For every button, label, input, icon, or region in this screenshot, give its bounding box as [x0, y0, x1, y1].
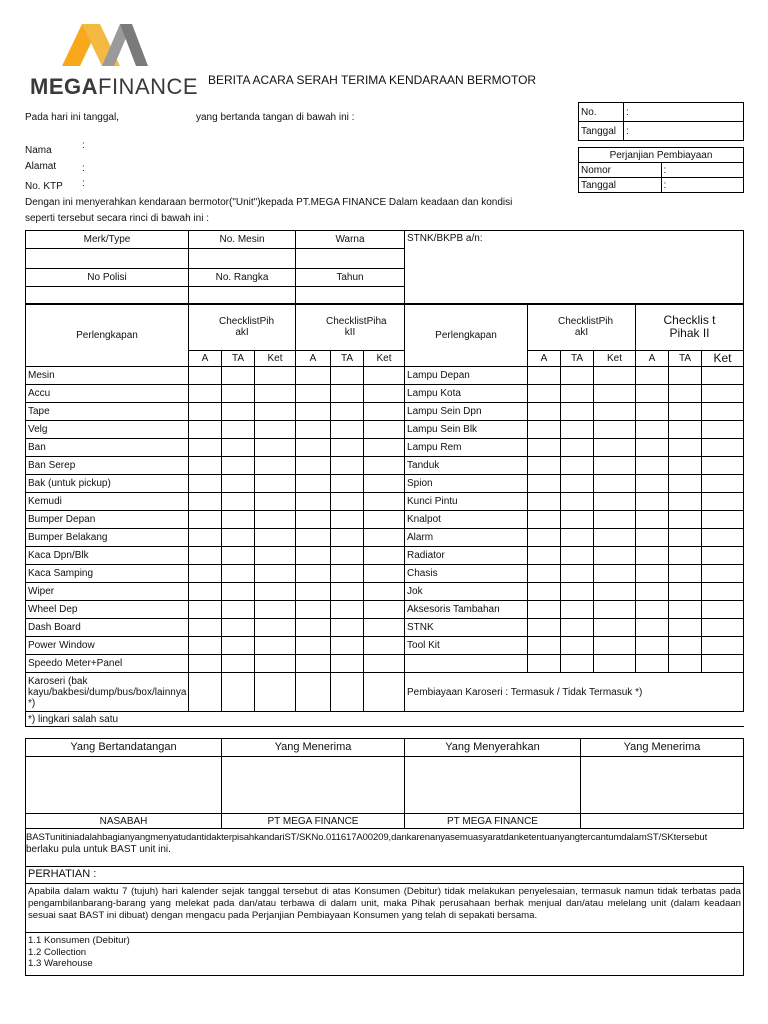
- item-right-label: Lampu Sein Dpn: [405, 403, 528, 421]
- item-right-label: Lampu Kota: [405, 385, 528, 403]
- check-cell[interactable]: [189, 547, 222, 565]
- check-cell[interactable]: [528, 565, 561, 583]
- item-right-label: Jok: [405, 583, 528, 601]
- dist-collection: 1.2 Collection: [28, 946, 87, 958]
- check-cell[interactable]: [702, 367, 744, 385]
- check-cell[interactable]: [296, 457, 331, 475]
- check-cell[interactable]: [189, 385, 222, 403]
- check-cell[interactable]: [364, 583, 405, 601]
- check-cell[interactable]: [561, 619, 594, 637]
- check-cell[interactable]: [669, 511, 702, 529]
- item-right-label: Spion: [405, 475, 528, 493]
- check-cell[interactable]: [669, 529, 702, 547]
- check-cell[interactable]: [528, 367, 561, 385]
- check-cell[interactable]: [331, 367, 364, 385]
- check-cell[interactable]: [189, 529, 222, 547]
- item-left-label: Accu: [26, 385, 189, 403]
- check-cell[interactable]: [594, 457, 636, 475]
- item-left-label: Wiper: [26, 583, 189, 601]
- ktp-colon: :: [82, 178, 85, 189]
- check-cell[interactable]: [331, 637, 364, 655]
- check-cell[interactable]: [528, 601, 561, 619]
- check-cell[interactable]: [636, 655, 669, 673]
- check-cell[interactable]: [189, 511, 222, 529]
- check-cell[interactable]: [669, 547, 702, 565]
- check-cell[interactable]: [255, 565, 296, 583]
- check-cell[interactable]: [636, 385, 669, 403]
- check-cell[interactable]: [528, 583, 561, 601]
- meta-box: No. : Tanggal :: [578, 102, 744, 141]
- check-cell[interactable]: [255, 385, 296, 403]
- check-cell[interactable]: [528, 457, 561, 475]
- check-cell[interactable]: [255, 637, 296, 655]
- check-cell[interactable]: [255, 475, 296, 493]
- check-cell[interactable]: [222, 637, 255, 655]
- check-cell[interactable]: [594, 655, 636, 673]
- dist-warehouse: 1.3 Warehouse: [28, 958, 93, 969]
- check-cell[interactable]: [364, 403, 405, 421]
- check-cell[interactable]: [669, 637, 702, 655]
- checklist-row: [26, 511, 744, 529]
- check-cell[interactable]: [255, 529, 296, 547]
- check-cell[interactable]: [702, 439, 744, 457]
- alamat-label: Alamat: [25, 161, 57, 172]
- check-cell[interactable]: [702, 655, 744, 673]
- check-cell[interactable]: [255, 403, 296, 421]
- item-right-label: Knalpot: [405, 511, 528, 529]
- item-left-label: Tape: [26, 403, 189, 421]
- check-cell[interactable]: [222, 601, 255, 619]
- check-cell[interactable]: [189, 421, 222, 439]
- check-cell[interactable]: [561, 493, 594, 511]
- check-cell[interactable]: [222, 529, 255, 547]
- check-cell[interactable]: [528, 547, 561, 565]
- check-cell[interactable]: [331, 385, 364, 403]
- perjanjian-box: Perjanjian Pembiayaan Nomor : Tanggal :: [578, 147, 744, 193]
- check-cell[interactable]: [636, 583, 669, 601]
- checklist-row: [26, 493, 744, 511]
- checklist-row: [26, 529, 744, 547]
- check-cell[interactable]: [296, 583, 331, 601]
- check-cell[interactable]: [331, 475, 364, 493]
- checklist-row: [26, 367, 744, 385]
- check-cell[interactable]: [222, 619, 255, 637]
- check-cell[interactable]: [561, 655, 594, 673]
- check-cell[interactable]: [222, 367, 255, 385]
- signature-table: Yang Bertandatangan Yang Menerima Yang Menyerahkan Yang Menerima NASABAH PT MEGA FINANCE PT MEGA FINANCE: [25, 738, 744, 829]
- check-cell[interactable]: [255, 619, 296, 637]
- check-cell[interactable]: [594, 565, 636, 583]
- checklist-row: [26, 439, 744, 457]
- check-cell[interactable]: [561, 421, 594, 439]
- check-cell[interactable]: [222, 439, 255, 457]
- check-cell[interactable]: [189, 619, 222, 637]
- item-left-label: Bumper Depan: [26, 511, 189, 529]
- check-cell[interactable]: [594, 475, 636, 493]
- item-right-label: Tool Kit: [405, 637, 528, 655]
- item-left-label: Dash Board: [26, 619, 189, 637]
- nama-colon: :: [82, 140, 85, 151]
- item-left-label: Bak (untuk pickup): [26, 475, 189, 493]
- item-left-label: Kemudi: [26, 493, 189, 511]
- item-right-label: Lampu Depan: [405, 367, 528, 385]
- checklist-row: [26, 457, 744, 475]
- check-cell[interactable]: [296, 655, 331, 673]
- check-cell[interactable]: [594, 439, 636, 457]
- checklist-row: [26, 475, 744, 493]
- checklist-row: [26, 421, 744, 439]
- checklist-row: [26, 547, 744, 565]
- check-cell[interactable]: [364, 367, 405, 385]
- item-right-label: STNK: [405, 619, 528, 637]
- check-cell[interactable]: [594, 421, 636, 439]
- statement-line-2: seperti tersebut secara rinci di bawah ini :: [25, 213, 209, 224]
- check-cell[interactable]: [331, 619, 364, 637]
- check-cell[interactable]: [669, 439, 702, 457]
- check-cell[interactable]: [255, 655, 296, 673]
- check-cell[interactable]: [296, 547, 331, 565]
- check-cell[interactable]: [222, 547, 255, 565]
- check-cell[interactable]: [331, 403, 364, 421]
- logo-text: MEGAFINANCE: [30, 74, 199, 99]
- check-cell[interactable]: [222, 385, 255, 403]
- check-cell[interactable]: [669, 583, 702, 601]
- check-cell[interactable]: [189, 583, 222, 601]
- check-cell[interactable]: [702, 529, 744, 547]
- check-cell[interactable]: [636, 367, 669, 385]
- statement-line-1: Dengan ini menyerahkan kendaraan bermotor("Unit")kepada PT.MEGA FINANCE Dalam keadaan dan kondisi: [25, 197, 513, 208]
- check-cell[interactable]: [255, 547, 296, 565]
- check-cell[interactable]: [669, 565, 702, 583]
- check-cell[interactable]: [528, 619, 561, 637]
- check-cell[interactable]: [636, 421, 669, 439]
- check-cell[interactable]: [331, 511, 364, 529]
- check-cell[interactable]: [669, 655, 702, 673]
- check-cell[interactable]: [636, 493, 669, 511]
- check-cell[interactable]: [702, 475, 744, 493]
- check-cell[interactable]: [296, 637, 331, 655]
- check-cell[interactable]: [594, 619, 636, 637]
- item-right-label: Kunci Pintu: [405, 493, 528, 511]
- check-cell[interactable]: [222, 457, 255, 475]
- check-cell[interactable]: [594, 367, 636, 385]
- bertanda-label: yang bertanda tangan di bawah ini :: [196, 112, 355, 123]
- checklist-row: [26, 619, 744, 637]
- check-cell[interactable]: [189, 439, 222, 457]
- check-cell[interactable]: [255, 367, 296, 385]
- check-cell[interactable]: [296, 511, 331, 529]
- item-left-label: Kaca Samping: [26, 565, 189, 583]
- item-left-label: Speedo Meter+Panel: [26, 655, 189, 673]
- check-cell[interactable]: [255, 601, 296, 619]
- check-cell[interactable]: [189, 457, 222, 475]
- check-cell[interactable]: [561, 403, 594, 421]
- check-cell[interactable]: [296, 529, 331, 547]
- check-cell[interactable]: [528, 385, 561, 403]
- item-right-label: Lampu Sein Blk: [405, 421, 528, 439]
- check-cell[interactable]: [296, 619, 331, 637]
- check-cell[interactable]: [702, 457, 744, 475]
- check-cell[interactable]: [561, 565, 594, 583]
- check-cell[interactable]: [255, 439, 296, 457]
- item-left-label: Ban: [26, 439, 189, 457]
- item-left-label: Wheel Dep: [26, 601, 189, 619]
- check-cell[interactable]: [364, 547, 405, 565]
- check-cell[interactable]: [594, 385, 636, 403]
- check-cell[interactable]: [528, 511, 561, 529]
- check-cell[interactable]: [189, 493, 222, 511]
- item-left-label: Mesin: [26, 367, 189, 385]
- check-cell[interactable]: [222, 565, 255, 583]
- checklist-row: [26, 403, 744, 421]
- check-cell[interactable]: [594, 601, 636, 619]
- checklist-row: [26, 385, 744, 403]
- item-left-label: Kaca Dpn/Blk: [26, 547, 189, 565]
- check-cell[interactable]: [331, 565, 364, 583]
- checklist-row: [26, 655, 744, 673]
- check-cell[interactable]: [364, 619, 405, 637]
- checklist-row: [26, 565, 744, 583]
- check-cell[interactable]: [561, 601, 594, 619]
- check-cell[interactable]: [528, 529, 561, 547]
- check-cell[interactable]: [255, 421, 296, 439]
- check-cell[interactable]: [669, 457, 702, 475]
- check-cell[interactable]: [222, 403, 255, 421]
- check-cell[interactable]: [636, 637, 669, 655]
- check-cell[interactable]: [189, 565, 222, 583]
- check-cell[interactable]: [561, 475, 594, 493]
- check-cell[interactable]: [594, 583, 636, 601]
- check-cell[interactable]: [528, 493, 561, 511]
- checklist-row: [26, 601, 744, 619]
- check-cell[interactable]: [594, 493, 636, 511]
- check-cell[interactable]: [636, 403, 669, 421]
- check-cell[interactable]: [331, 439, 364, 457]
- check-cell[interactable]: [669, 367, 702, 385]
- check-cell[interactable]: [222, 475, 255, 493]
- check-cell[interactable]: [702, 385, 744, 403]
- nama-label: Nama: [25, 145, 52, 156]
- check-cell[interactable]: [669, 475, 702, 493]
- check-cell[interactable]: [331, 601, 364, 619]
- check-cell[interactable]: [636, 601, 669, 619]
- check-cell[interactable]: [296, 493, 331, 511]
- check-cell[interactable]: [331, 547, 364, 565]
- check-cell[interactable]: [331, 457, 364, 475]
- check-cell[interactable]: [331, 655, 364, 673]
- check-cell[interactable]: [669, 403, 702, 421]
- item-right-label: Chasis: [405, 565, 528, 583]
- check-cell[interactable]: [331, 493, 364, 511]
- check-cell[interactable]: [222, 583, 255, 601]
- check-cell[interactable]: [561, 367, 594, 385]
- check-cell[interactable]: [364, 601, 405, 619]
- check-cell[interactable]: [594, 403, 636, 421]
- check-cell[interactable]: [528, 403, 561, 421]
- check-cell[interactable]: [594, 511, 636, 529]
- check-cell[interactable]: [636, 457, 669, 475]
- check-cell[interactable]: [561, 385, 594, 403]
- check-cell[interactable]: [702, 403, 744, 421]
- checklist-table: Perlengkapan ChecklistPih akI ChecklistPiha kII Perlengkapan ChecklistPih akI Checklis t Pihak II A TA Ket A TA Ket A TA Ket A TA Ket Mesin Lampu Depan Accu Lampu Kota Tape Lampu Sein Dpn Velg Lampu Sein Blk Ban Lampu Rem Ban Serep Tanduk Bak (untuk pickup) Spion Kemudi Kunci Pintu Bumper Depan Knalpot Bumper Belakang Alarm Kaca Dpn/Blk Radiator Kaca Samping Chasis Wiper Jok Wheel Dep Aksesoris Tambahan Dash Board STNK Power Window Tool Kit Speedo Meter+Panel Karoseri (bak kayu/bakbesi/dump/bus/box/lainnya *) Pembiayaan Karoseri : Termasuk / Tidak Termasuk *) *) lingkari salah satu: [25, 303, 744, 727]
- document-title: BERITA ACARA SERAH TERIMA KENDARAAN BERMOTOR: [208, 73, 537, 87]
- check-cell[interactable]: [331, 421, 364, 439]
- pada-hari-label: Pada hari ini tanggal,: [25, 112, 119, 123]
- perhatian-box: PERHATIAN : Apabila dalam waktu 7 (tujuh) hari kalender sejak tanggal tersebut di atas Konsumen (Debitur) tidak melakukan penyelesaian, termasuk namun tidak terbatas pada pengambilanbarang-barang yang melekat pada dan/atau terbawa di dalam unit, maka Pihak perusahaan berhak menjual dan/atau melelang unit (dalam keadaan sesuai saat BAST ini dibuat) dengan mengacu pada Perjanjian Pembiayaan Konsumen yang telah di sepakati bersama. 1.1 Konsumen (Debitur) 1.2 Collection 1.3 Warehouse: [25, 866, 744, 976]
- item-right-label: Lampu Rem: [405, 439, 528, 457]
- check-cell[interactable]: [296, 439, 331, 457]
- check-cell[interactable]: [296, 601, 331, 619]
- check-cell[interactable]: [669, 385, 702, 403]
- alamat-colon: :: [82, 163, 85, 174]
- check-cell[interactable]: [364, 529, 405, 547]
- check-cell[interactable]: [528, 655, 561, 673]
- check-cell[interactable]: [594, 529, 636, 547]
- check-cell[interactable]: [189, 403, 222, 421]
- check-cell[interactable]: [222, 493, 255, 511]
- check-cell[interactable]: [296, 565, 331, 583]
- dist-konsumen: 1.1 Konsumen (Debitur): [28, 935, 130, 946]
- check-cell[interactable]: [222, 511, 255, 529]
- check-cell[interactable]: [669, 601, 702, 619]
- check-cell[interactable]: [528, 475, 561, 493]
- item-left-label: Power Window: [26, 637, 189, 655]
- check-cell[interactable]: [364, 655, 405, 673]
- check-cell[interactable]: [364, 385, 405, 403]
- check-cell[interactable]: [636, 529, 669, 547]
- check-cell[interactable]: [702, 583, 744, 601]
- check-cell[interactable]: [636, 565, 669, 583]
- check-cell[interactable]: [702, 511, 744, 529]
- check-cell[interactable]: [255, 511, 296, 529]
- item-left-label: Bumper Belakang: [26, 529, 189, 547]
- check-cell[interactable]: [669, 619, 702, 637]
- item-right-label: Aksesoris Tambahan: [405, 601, 528, 619]
- check-cell[interactable]: [189, 637, 222, 655]
- check-cell[interactable]: [255, 493, 296, 511]
- check-cell[interactable]: [702, 619, 744, 637]
- check-cell[interactable]: [255, 457, 296, 475]
- vehicle-info-table: Merk/Type No. Mesin Warna STNK/BKPB a/n: No Polisi No. Rangka Tahun: [25, 230, 744, 305]
- check-cell[interactable]: [296, 403, 331, 421]
- check-cell[interactable]: [364, 565, 405, 583]
- check-cell[interactable]: [296, 475, 331, 493]
- check-cell[interactable]: [636, 475, 669, 493]
- check-cell[interactable]: [636, 511, 669, 529]
- check-cell[interactable]: [364, 637, 405, 655]
- check-cell[interactable]: [561, 529, 594, 547]
- check-cell[interactable]: [561, 439, 594, 457]
- check-cell[interactable]: [296, 367, 331, 385]
- check-cell[interactable]: [364, 493, 405, 511]
- check-cell[interactable]: [594, 547, 636, 565]
- check-cell[interactable]: [364, 475, 405, 493]
- item-right-label: Radiator: [405, 547, 528, 565]
- item-left-label: Velg: [26, 421, 189, 439]
- check-cell[interactable]: [561, 511, 594, 529]
- check-cell[interactable]: [364, 439, 405, 457]
- mega-finance-logo-icon: [62, 22, 148, 68]
- check-cell[interactable]: [702, 547, 744, 565]
- check-cell[interactable]: [296, 421, 331, 439]
- check-cell[interactable]: [189, 601, 222, 619]
- check-cell[interactable]: [561, 547, 594, 565]
- checklist-row: [26, 637, 744, 655]
- check-cell[interactable]: [561, 637, 594, 655]
- check-cell[interactable]: [296, 385, 331, 403]
- check-cell[interactable]: [364, 511, 405, 529]
- check-cell[interactable]: [189, 475, 222, 493]
- check-cell[interactable]: [669, 493, 702, 511]
- no-ktp-label: No. KTP: [25, 181, 63, 192]
- bast-note: BASTunitiniadalahbagianyangmenyatudantidakterpisahkandariST/SKNo.011617A00209,dankarenanyasemuasyaratdanketentuanyangtercantumdalamST/SKtersebut berlaku pula untuk BAST unit ini.: [25, 828, 744, 866]
- check-cell[interactable]: [702, 421, 744, 439]
- item-left-label: Ban Serep: [26, 457, 189, 475]
- check-cell[interactable]: [222, 655, 255, 673]
- check-cell[interactable]: [528, 421, 561, 439]
- check-cell[interactable]: [636, 619, 669, 637]
- check-cell[interactable]: [364, 421, 405, 439]
- check-cell[interactable]: [669, 421, 702, 439]
- check-cell[interactable]: [702, 601, 744, 619]
- check-cell[interactable]: [528, 637, 561, 655]
- check-cell[interactable]: [561, 457, 594, 475]
- item-right-label: Tanduk: [405, 457, 528, 475]
- check-cell[interactable]: [364, 457, 405, 475]
- check-cell[interactable]: [222, 421, 255, 439]
- check-cell[interactable]: [702, 637, 744, 655]
- check-cell[interactable]: [255, 583, 296, 601]
- check-cell[interactable]: [189, 367, 222, 385]
- check-cell[interactable]: [636, 547, 669, 565]
- check-cell[interactable]: [702, 565, 744, 583]
- check-cell[interactable]: [528, 439, 561, 457]
- checklist-row: [26, 583, 744, 601]
- check-cell[interactable]: [331, 529, 364, 547]
- check-cell[interactable]: [189, 655, 222, 673]
- check-cell[interactable]: [702, 493, 744, 511]
- item-right-label: Alarm: [405, 529, 528, 547]
- check-cell[interactable]: [331, 583, 364, 601]
- check-cell[interactable]: [594, 637, 636, 655]
- check-cell[interactable]: [636, 439, 669, 457]
- check-cell[interactable]: [561, 583, 594, 601]
- item-right-label: [405, 655, 528, 673]
